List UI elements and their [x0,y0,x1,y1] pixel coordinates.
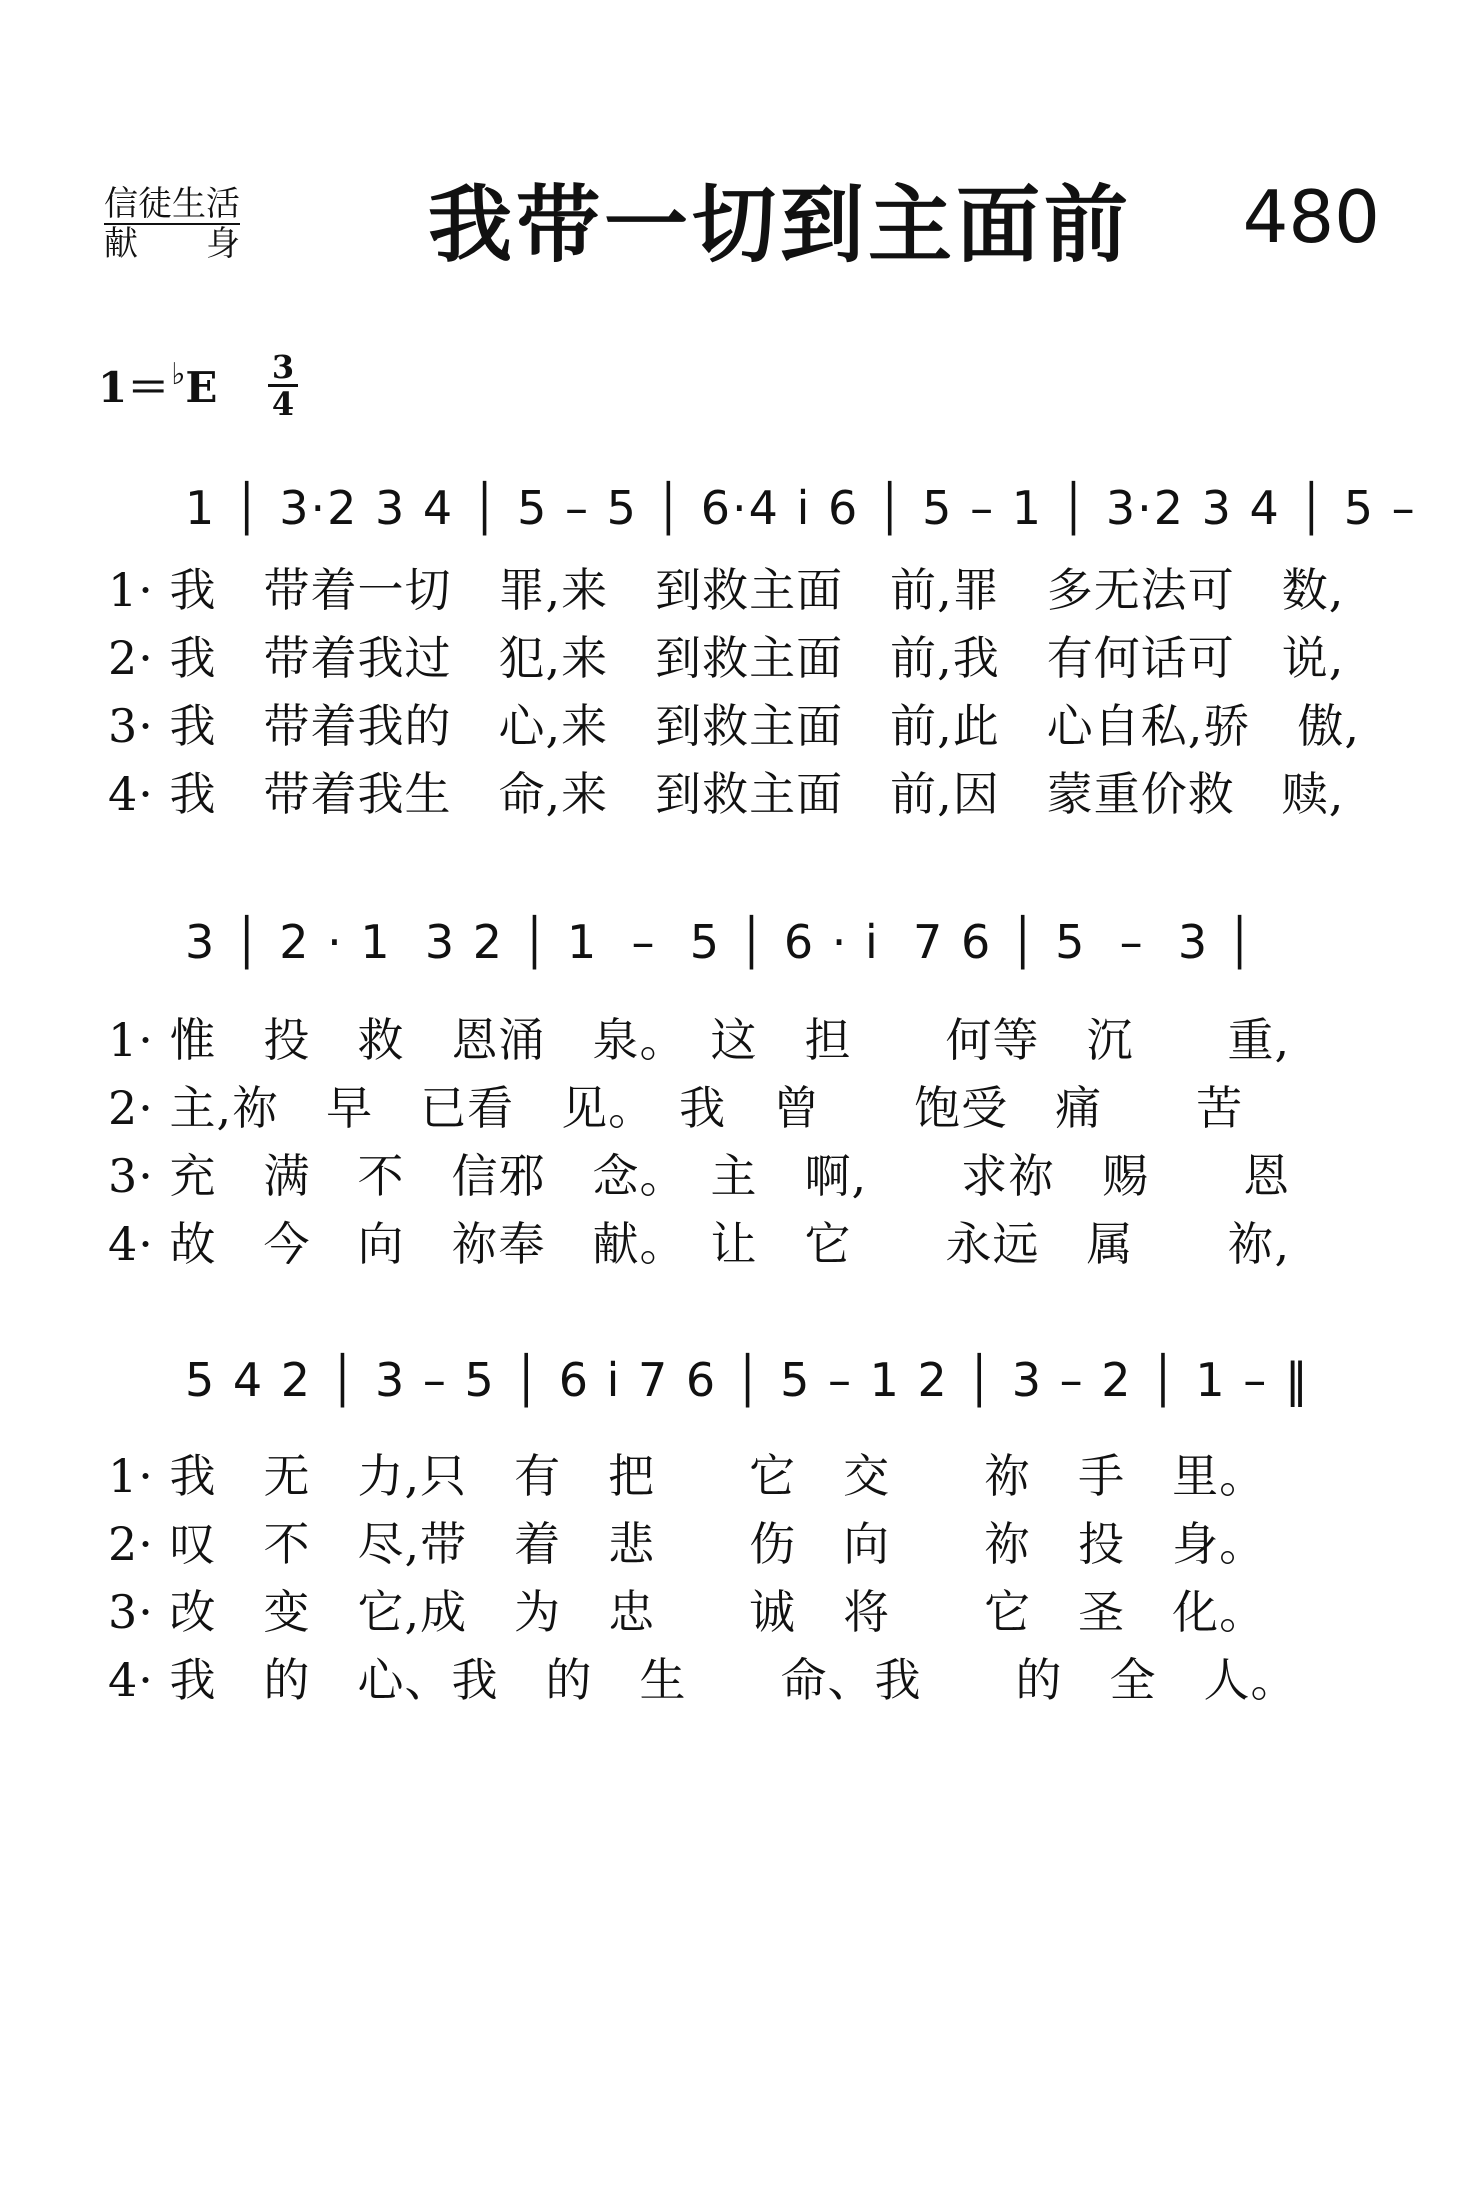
notation-line-3: 5 4 2 │ 3 – 5 │ 6 i̇ 7 6 │ 5 – 1 2 │ 3 – 2 │ 1 – ‖ [185,1353,1310,1407]
lyric-line-2-verse-2: 2· 主,祢 早 已看 见。 我 曾 饱受 痛 苦 [108,1081,1244,1135]
time-numerator: 3 [268,350,298,387]
lyric-line-1-verse-2: 2· 我 带着我过 犯,来 到救主面 前,我 有何话可 说, [108,631,1345,685]
hymn-number: 480 [1242,175,1380,259]
lyric-line-3-verse-3: 3· 改 变 它,成 为 忠 诚 将 它 圣 化。 [108,1585,1267,1639]
key-letter: E [185,363,218,412]
notation-line-2: 3 │ 2 · 1 3 2 │ 1 – 5 │ 6 · i̇ 7 6 │ 5 – 3 │ [185,915,1256,969]
lyric-line-1-verse-1: 1· 我 带着一切 罪,来 到救主面 前,罪 多无法可 数, [108,563,1345,617]
hymn-title: 我带一切到主面前 [427,176,1132,274]
subcategory-label: 献 身 [104,224,240,264]
lyric-line-1-verse-3: 3· 我 带着我的 心,来 到救主面 前,此 心自私,骄 傲, [108,699,1360,753]
key-signature [98,357,218,421]
flat-sign: ♭ [171,357,186,392]
time-signature [268,350,298,421]
lyric-line-2-verse-3: 3· 充 满 不 信邪 念。 主 啊, 求祢 赐 恩 [108,1149,1291,1203]
time-denominator: 4 [271,385,295,423]
lyric-line-3-verse-2: 2· 叹 不 尽,带 着 悲 伤 向 祢 投 身。 [108,1517,1267,1571]
category-label: 信徒生活 [104,184,240,224]
lyric-line-2-verse-4: 4· 故 今 向 祢奉 献。 让 它 永远 属 祢, [108,1217,1291,1271]
lyric-line-3-verse-1: 1· 我 无 力,只 有 把 它 交 祢 手 里。 [108,1449,1267,1503]
lyric-line-1-verse-4: 4· 我 带着我生 命,来 到救主面 前,因 蒙重价救 赎, [108,767,1345,821]
notation-line-1: 1 │ 3·2 3 4 │ 5 – 5 │ 6·4 i̇ 6 │ 5 – 1 │ 3·2 3 4 │ 5 – [185,481,1417,535]
lyric-line-3-verse-4: 4· 我 的 心、我 的 生 命、我 的 全 人。 [108,1653,1298,1707]
lyric-line-2-verse-1: 1· 惟 投 救 恩涌 泉。 这 担 何等 沉 重, [108,1013,1291,1067]
key-prefix: 1＝ [98,363,170,412]
